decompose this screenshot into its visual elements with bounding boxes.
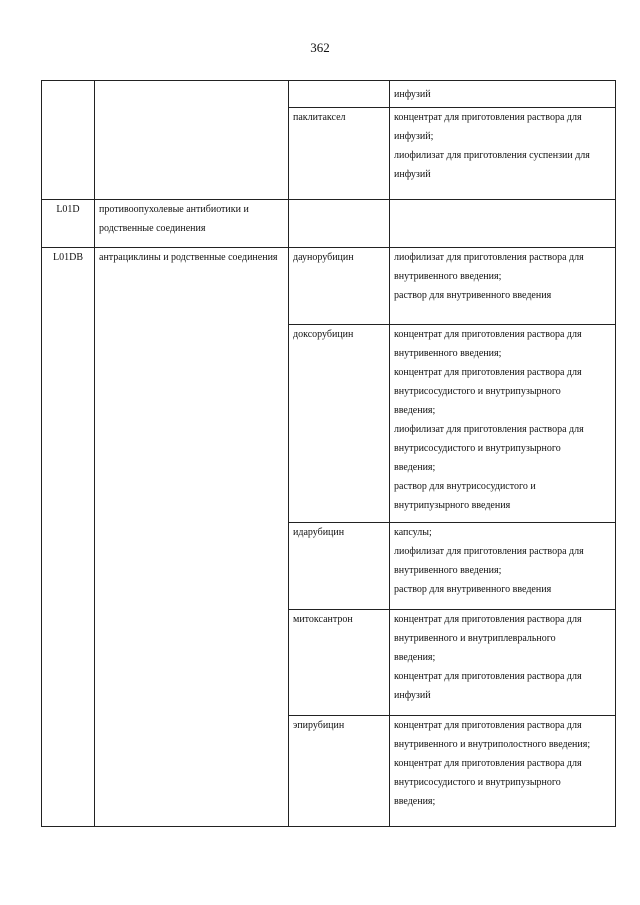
dosage-forms-cell [390, 523, 616, 610]
dosage-forms-cell [390, 248, 616, 325]
drug-table [41, 80, 616, 827]
dosage-form-line: введения; [394, 405, 436, 416]
atc-group-cell [95, 81, 289, 200]
dosage-form-line: внутрисосудистого и внутрипузырного [394, 386, 561, 397]
dosage-form-line: раствор для внутривенного введения [394, 290, 552, 301]
drug-name-cell: митоксантрон [289, 610, 390, 716]
drug-name-cell: эпирубицин [289, 716, 390, 827]
dosage-form-line: внутрисосудистого и внутрипузырного [394, 443, 561, 454]
dosage-form-line: введения; [394, 652, 436, 663]
atc-group-label: противоопухолевые антибиотики и родственные соединения [99, 204, 249, 234]
dosage-form-line: внутривенного и внутриплеврального [394, 633, 556, 644]
dosage-form-line: раствор для внутривенного введения [394, 584, 552, 595]
drug-name-cell [289, 200, 390, 248]
dosage-form-line: инфузий; [394, 131, 434, 142]
dosage-form-line: концентрат для приготовления раствора для [394, 329, 582, 340]
dosage-form-line: внутривенного введения; [394, 271, 502, 282]
drug-name-cell: паклитаксел [289, 108, 390, 200]
dosage-form-line: концентрат для приготовления раствора для [394, 758, 582, 769]
atc-code-cell: L01DB [42, 248, 95, 827]
dosage-form-line: введения; [394, 462, 436, 473]
dosage-forms-cell [390, 81, 616, 108]
dosage-form-line: концентрат для приготовления раствора для [394, 671, 582, 682]
atc-group-cell [95, 200, 289, 248]
table-row [42, 248, 616, 325]
dosage-form-line: концентрат для приготовления раствора для [394, 720, 582, 731]
dosage-form-line: концентрат для приготовления раствора для [394, 614, 582, 625]
dosage-form-line: лиофилизат для приготовления раствора для [394, 546, 584, 557]
dosage-form-line: введения; [394, 796, 436, 807]
dosage-forms-cell [390, 325, 616, 523]
table-row [42, 200, 616, 248]
dosage-form-line: внутрисосудистого и внутрипузырного [394, 777, 561, 788]
dosage-form-line: концентрат для приготовления раствора для [394, 367, 582, 378]
dosage-forms-cell [390, 716, 616, 827]
atc-code-cell [42, 81, 95, 200]
atc-group-cell: антрациклины и родственные соединения [95, 248, 289, 827]
dosage-forms-cell [390, 610, 616, 716]
page-number: 362 [310, 40, 330, 55]
dosage-form-line: инфузий [394, 89, 431, 100]
drug-name-cell: даунорубицин [289, 248, 390, 325]
dosage-forms-cell [390, 200, 616, 248]
dosage-form-line: лиофилизат для приготовления раствора для [394, 252, 584, 263]
drug-name-cell [289, 81, 390, 108]
dosage-form-line: концентрат для приготовления раствора для [394, 112, 582, 123]
dosage-form-line: инфузий [394, 690, 431, 701]
dosage-form-line: лиофилизат для приготовления раствора для [394, 424, 584, 435]
dosage-form-line: внутривенного и внутриполостного введения; [394, 739, 591, 750]
dosage-form-line: внутривенного введения; [394, 565, 502, 576]
dosage-form-line: внутрипузырного введения [394, 500, 511, 511]
dosage-form-line: внутривенного введения; [394, 348, 502, 359]
table-row [42, 81, 616, 108]
atc-code-cell: L01D [42, 200, 95, 248]
dosage-form-line: инфузий [394, 169, 431, 180]
drug-name-cell: доксорубицин [289, 325, 390, 523]
dosage-form-line: раствор для внутрисосудистого и [394, 481, 536, 492]
dosage-forms-cell [390, 108, 616, 200]
dosage-form-line: лиофилизат для приготовления суспензии для [394, 150, 590, 161]
dosage-form-line: капсулы; [394, 527, 432, 538]
drug-name-cell: идарубицин [289, 523, 390, 610]
